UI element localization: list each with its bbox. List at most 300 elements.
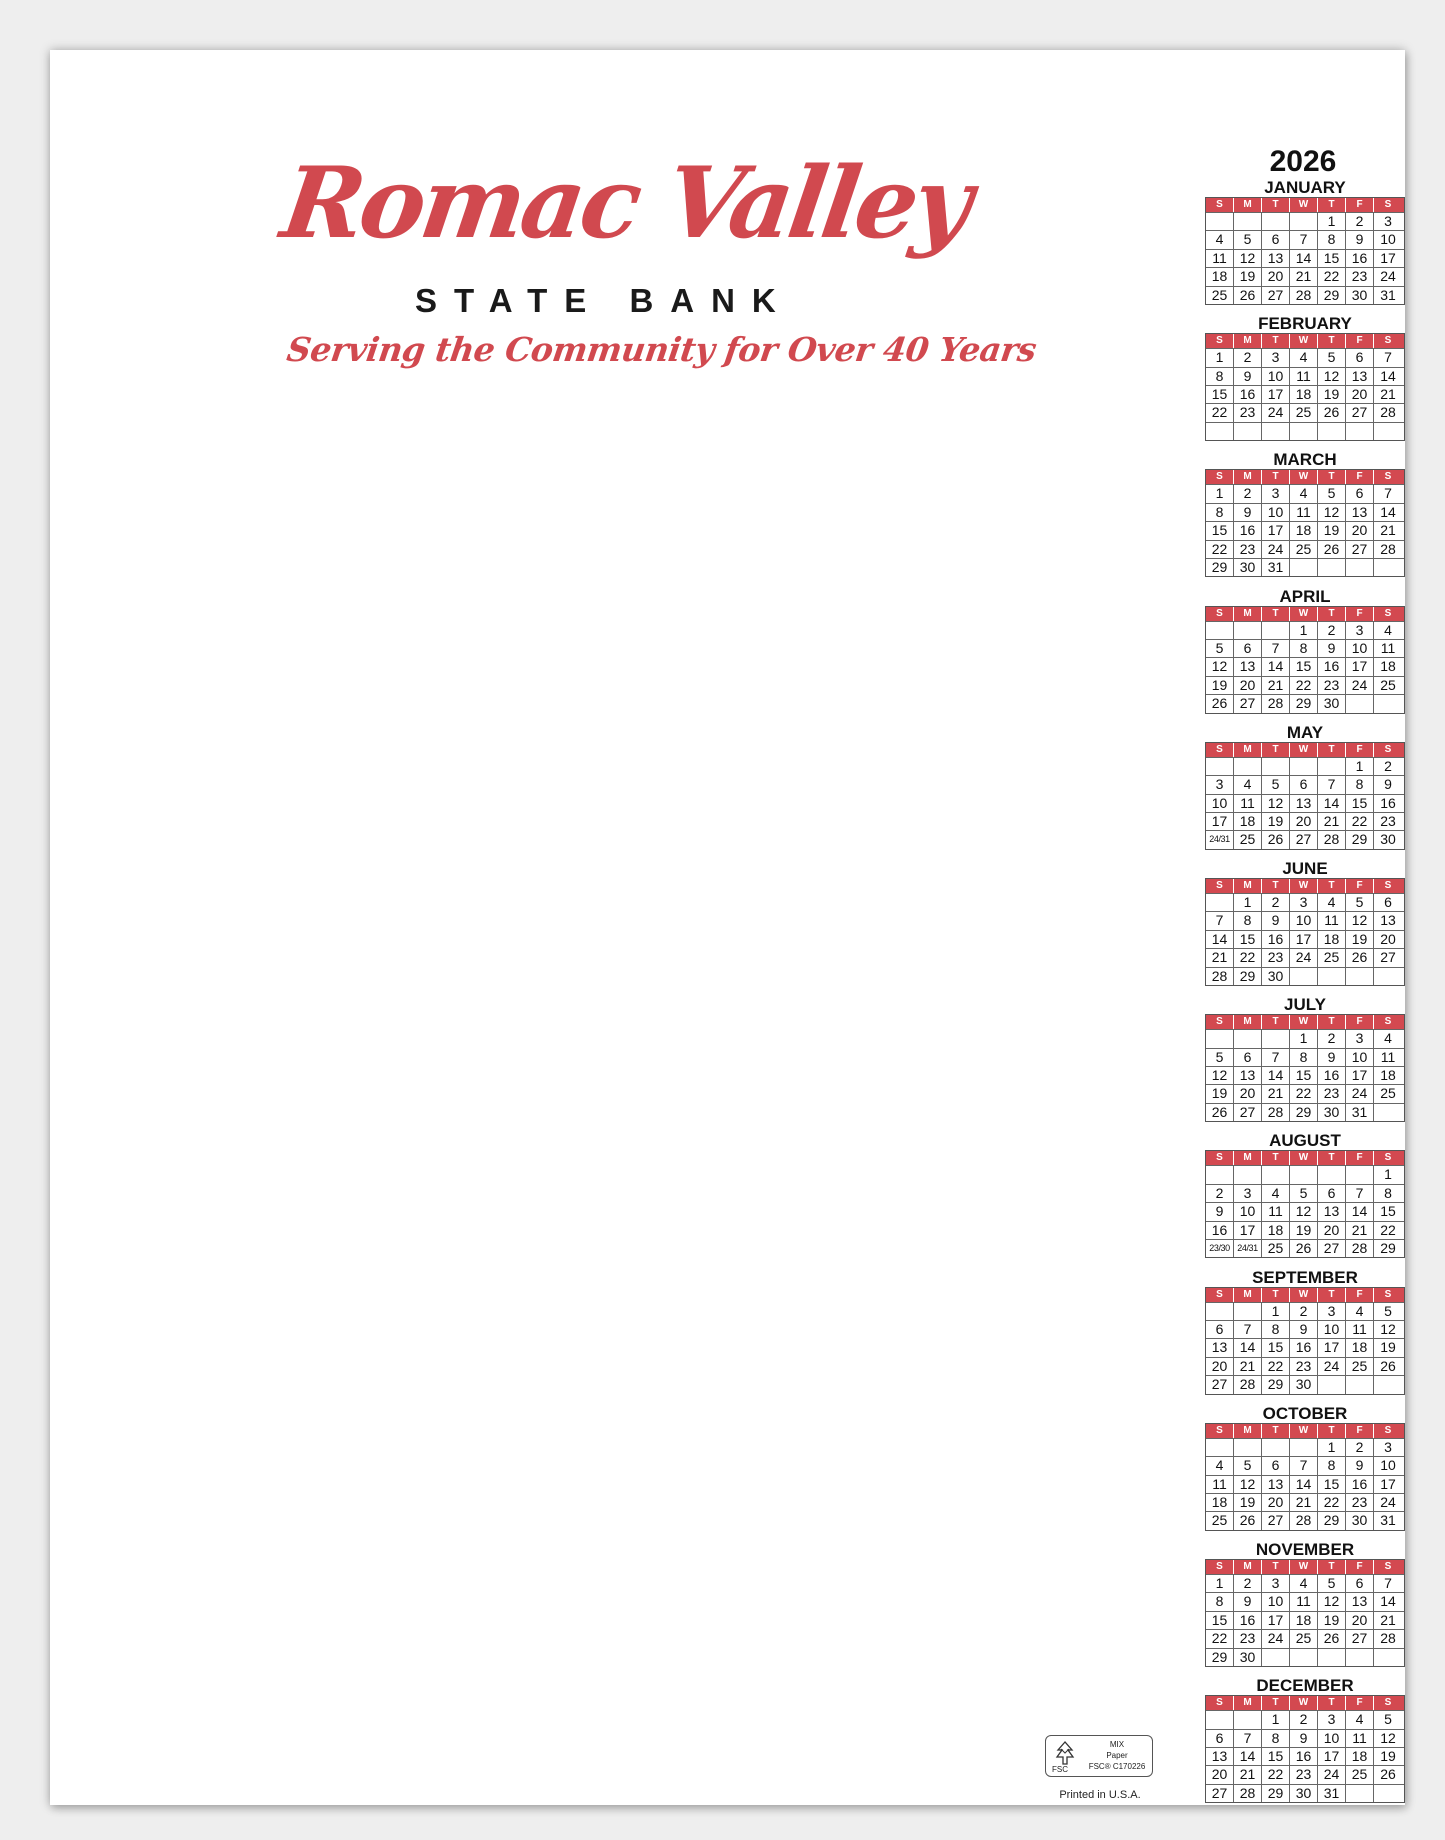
day-cell xyxy=(1262,1439,1290,1456)
day-cell: 23 xyxy=(1262,949,1290,966)
day-cell: 20 xyxy=(1206,1358,1234,1375)
weekday-label: T xyxy=(1318,1151,1346,1165)
day-cell: 16 xyxy=(1290,1748,1318,1765)
day-cell: 16 xyxy=(1206,1222,1234,1239)
weekday-label: W xyxy=(1290,1288,1318,1302)
day-cell xyxy=(1206,1166,1234,1183)
day-cell: 20 xyxy=(1206,1766,1234,1783)
week-row xyxy=(1206,1103,1404,1121)
day-cell: 20 xyxy=(1346,386,1374,403)
week-row xyxy=(1206,1475,1404,1493)
day-cell: 19 xyxy=(1206,677,1234,694)
day-cell: 30 xyxy=(1234,559,1262,576)
day-cell: 28 xyxy=(1234,1376,1262,1393)
day-cell: 15 xyxy=(1318,250,1346,267)
day-cell: 12 xyxy=(1380,1729,1396,1746)
day-cell: 8 xyxy=(1384,1184,1392,1201)
day-cell: 17 xyxy=(1318,1339,1346,1356)
week-row xyxy=(1206,694,1404,712)
day-cell: 6 xyxy=(1206,1321,1234,1338)
weekday-header xyxy=(1206,1015,1404,1029)
day-cell: 8 xyxy=(1234,912,1262,929)
month-name: MARCH xyxy=(1273,450,1337,470)
day-cell: 17 xyxy=(1380,1475,1396,1492)
day-cell: 23 xyxy=(1346,1494,1374,1511)
day-cell: 27 xyxy=(1262,1512,1290,1529)
day-cell: 15 xyxy=(1346,795,1374,812)
day-cell: 26 xyxy=(1380,1357,1396,1374)
day-cell xyxy=(1234,1166,1262,1183)
day-cell: 2 xyxy=(1384,757,1392,774)
weekday-label: M xyxy=(1234,1696,1262,1710)
week-row xyxy=(1206,676,1404,694)
day-cell: 7 xyxy=(1234,1730,1262,1747)
day-cell: 27 xyxy=(1380,949,1396,966)
week-row xyxy=(1206,1784,1404,1802)
fsc-mix: MIX xyxy=(1109,1740,1125,1749)
day-cell xyxy=(1262,213,1290,230)
day-cell: 8 xyxy=(1290,1049,1318,1066)
day-cell: 21 xyxy=(1234,1358,1262,1375)
day-cell: 16 xyxy=(1318,658,1346,675)
day-cell: 6 xyxy=(1262,1457,1290,1474)
day-cell: 24 xyxy=(1318,1766,1346,1783)
day-cell: 4 xyxy=(1346,1303,1374,1320)
day-cell: 8 xyxy=(1318,1457,1346,1474)
weekday-label: S xyxy=(1384,607,1392,619)
day-cell: 2 xyxy=(1234,485,1262,502)
day-cell: 11 xyxy=(1290,504,1318,521)
day-cell: 22 xyxy=(1234,949,1262,966)
week-row xyxy=(1206,1084,1404,1102)
day-cell: 30 xyxy=(1380,831,1396,848)
day-cell: 28 xyxy=(1380,540,1396,557)
day-cell xyxy=(1374,559,1402,576)
day-cell: 8 xyxy=(1290,640,1318,657)
day-cell: 7 xyxy=(1346,1185,1374,1202)
day-cell: 19 xyxy=(1262,813,1290,830)
day-cell: 18 xyxy=(1234,813,1262,830)
day-cell: 28 xyxy=(1290,1512,1318,1529)
day-cell: 21 xyxy=(1380,522,1396,539)
day-cell: 29 xyxy=(1346,831,1374,848)
day-cell: 8 xyxy=(1206,1593,1234,1610)
day-cell: 13 xyxy=(1346,368,1374,385)
day-cell: 11 xyxy=(1206,250,1234,267)
weekday-label: W xyxy=(1290,879,1318,893)
weekday-label: S xyxy=(1384,471,1392,483)
week-row xyxy=(1206,1357,1404,1375)
week-row xyxy=(1206,1493,1404,1511)
day-cell xyxy=(1346,968,1374,985)
day-cell xyxy=(1346,1785,1374,1802)
day-cell: 16 xyxy=(1346,1476,1374,1493)
day-cell: 3 xyxy=(1346,622,1374,639)
day-cell xyxy=(1318,758,1346,775)
day-cell: 2 xyxy=(1290,1711,1318,1728)
weekday-label: T xyxy=(1262,1560,1290,1574)
day-cell: 16 xyxy=(1346,250,1374,267)
day-cell: 19 xyxy=(1346,931,1374,948)
day-cell: 4 xyxy=(1234,776,1262,793)
day-cell xyxy=(1262,1649,1290,1666)
day-cell: 12 xyxy=(1380,1320,1396,1337)
day-cell xyxy=(1374,1649,1402,1666)
weekday-label: S xyxy=(1206,607,1234,621)
week-row xyxy=(1206,1221,1404,1239)
day-cell: 21 xyxy=(1262,677,1290,694)
day-cell: 24 xyxy=(1262,1630,1290,1647)
day-cell: 2 xyxy=(1290,1303,1318,1320)
weekday-header xyxy=(1206,1696,1404,1710)
month-april xyxy=(1205,587,1405,721)
day-cell: 8 xyxy=(1262,1321,1290,1338)
weekday-label: M xyxy=(1234,1015,1262,1029)
month-name: APRIL xyxy=(1279,586,1331,606)
day-cell: 2 xyxy=(1346,213,1374,230)
weekday-label: T xyxy=(1318,607,1346,621)
day-cell: 15 xyxy=(1206,522,1234,539)
day-cell: 13 xyxy=(1346,504,1374,521)
day-cell: 17 xyxy=(1262,522,1290,539)
day-cell: 23 xyxy=(1234,404,1262,421)
week-row xyxy=(1206,558,1404,576)
day-cell: 28 xyxy=(1318,831,1346,848)
week-row xyxy=(1206,830,1404,848)
day-cell: 13 xyxy=(1206,1748,1234,1765)
day-cell: 26 xyxy=(1206,1104,1234,1121)
day-cell: 7 xyxy=(1206,912,1234,929)
fsc-code: FSC® C170226 xyxy=(1088,1762,1146,1771)
day-cell: 12 xyxy=(1318,368,1346,385)
day-cell: 8 xyxy=(1206,504,1234,521)
day-cell xyxy=(1206,894,1234,911)
day-cell: 9 xyxy=(1346,231,1374,248)
day-cell: 18 xyxy=(1262,1222,1290,1239)
weekday-label: M xyxy=(1234,1424,1262,1438)
day-cell: 13 xyxy=(1290,795,1318,812)
weekday-label: T xyxy=(1262,1015,1290,1029)
day-cell xyxy=(1374,1785,1402,1802)
calendar-year: 2026 xyxy=(1269,145,1337,178)
weekday-label: S xyxy=(1384,1424,1392,1436)
fsc-text xyxy=(1082,1739,1152,1772)
day-cell: 14 xyxy=(1262,658,1290,675)
week-row xyxy=(1206,1202,1404,1220)
weekday-label: W xyxy=(1290,1424,1318,1438)
week-row xyxy=(1206,930,1404,948)
day-cell: 28 xyxy=(1262,695,1290,712)
logo-subtitle: STATE BANK xyxy=(415,282,793,319)
day-cell: 12 xyxy=(1290,1203,1318,1220)
weekday-label: F xyxy=(1346,1696,1374,1710)
day-cell: 17 xyxy=(1262,386,1290,403)
day-cell: 13 xyxy=(1262,250,1290,267)
weekday-label: T xyxy=(1318,1424,1346,1438)
day-cell xyxy=(1234,1303,1262,1320)
day-cell: 5 xyxy=(1262,776,1290,793)
day-cell: 21 xyxy=(1380,385,1396,402)
day-cell: 24/31 xyxy=(1206,831,1234,848)
day-cell: 15 xyxy=(1290,1067,1318,1084)
day-cell xyxy=(1234,758,1262,775)
day-cell: 23 xyxy=(1234,1630,1262,1647)
day-cell: 4 xyxy=(1290,485,1318,502)
day-cell: 20 xyxy=(1234,1085,1262,1102)
day-cell: 17 xyxy=(1262,1612,1290,1629)
weekday-label: F xyxy=(1346,879,1374,893)
month-name: JANUARY xyxy=(1264,178,1346,197)
day-cell: 9 xyxy=(1346,1457,1374,1474)
day-cell: 15 xyxy=(1206,1612,1234,1629)
day-cell: 6 xyxy=(1346,1575,1374,1592)
day-cell xyxy=(1206,1711,1234,1728)
day-cell: 25 xyxy=(1262,1240,1290,1257)
week-row xyxy=(1206,639,1404,657)
month-september xyxy=(1205,1268,1405,1402)
weekday-label: T xyxy=(1262,879,1290,893)
day-cell: 24 xyxy=(1380,1493,1396,1510)
weekday-label: S xyxy=(1206,1151,1234,1165)
fsc-paper: Paper xyxy=(1106,1751,1128,1760)
day-cell: 18 xyxy=(1290,386,1318,403)
month-grid xyxy=(1205,878,1405,986)
day-cell: 26 xyxy=(1318,404,1346,421)
day-cell: 2 xyxy=(1206,1185,1234,1202)
month-grid xyxy=(1205,1150,1405,1258)
day-cell xyxy=(1206,1439,1234,1456)
weekday-label: T xyxy=(1318,1015,1346,1029)
calendar-sheet xyxy=(50,50,1405,1805)
day-cell: 5 xyxy=(1346,894,1374,911)
day-cell: 5 xyxy=(1384,1711,1392,1728)
day-cell: 9 xyxy=(1234,1593,1262,1610)
day-cell: 1 xyxy=(1290,1030,1318,1047)
month-name: NOVEMBER xyxy=(1255,1540,1355,1559)
month-grid xyxy=(1205,333,1405,441)
day-cell: 10 xyxy=(1262,368,1290,385)
weekday-header xyxy=(1206,470,1404,484)
weekday-label: T xyxy=(1318,743,1346,757)
day-cell: 3 xyxy=(1262,485,1290,502)
day-cell: 26 xyxy=(1290,1240,1318,1257)
month-name: SEPTEMBER xyxy=(1252,1267,1358,1287)
day-cell: 10 xyxy=(1318,1321,1346,1338)
weekday-header xyxy=(1206,1560,1404,1574)
day-cell: 14 xyxy=(1318,795,1346,812)
day-cell: 23 xyxy=(1380,812,1396,829)
day-cell: 11 xyxy=(1262,1203,1290,1220)
day-cell: 10 xyxy=(1380,231,1396,248)
weekday-label: S xyxy=(1206,1696,1234,1710)
day-cell: 3 xyxy=(1262,1575,1290,1592)
day-cell: 27 xyxy=(1206,1376,1234,1393)
day-cell: 25 xyxy=(1206,1512,1234,1529)
month-name: JULY xyxy=(1284,995,1326,1015)
day-cell: 12 xyxy=(1318,1593,1346,1610)
day-cell: 11 xyxy=(1234,795,1262,812)
day-cell: 1 xyxy=(1346,758,1374,775)
week-row xyxy=(1206,422,1404,440)
day-cell xyxy=(1206,1030,1234,1047)
day-cell: 10 xyxy=(1234,1203,1262,1220)
day-cell: 15 xyxy=(1206,386,1234,403)
day-cell xyxy=(1234,1439,1262,1456)
day-cell: 9 xyxy=(1318,640,1346,657)
day-cell: 30 xyxy=(1346,1512,1374,1529)
weekday-label: M xyxy=(1234,1288,1262,1302)
day-cell: 16 xyxy=(1234,522,1262,539)
day-cell: 7 xyxy=(1234,1321,1262,1338)
day-cell: 26 xyxy=(1346,949,1374,966)
day-cell: 14 xyxy=(1380,367,1396,384)
day-cell: 3 xyxy=(1262,349,1290,366)
day-cell: 31 xyxy=(1318,1785,1346,1802)
day-cell: 17 xyxy=(1380,249,1396,266)
day-cell: 28 xyxy=(1234,1785,1262,1802)
day-cell: 6 xyxy=(1346,485,1374,502)
day-cell: 27 xyxy=(1234,1104,1262,1121)
weekday-label: T xyxy=(1262,1288,1290,1302)
weekday-header xyxy=(1206,1288,1404,1302)
day-cell: 26 xyxy=(1380,1766,1396,1783)
day-cell: 23/30 xyxy=(1206,1240,1234,1257)
day-cell: 4 xyxy=(1384,1030,1392,1047)
weekday-label: S xyxy=(1384,1561,1392,1572)
day-cell: 26 xyxy=(1262,831,1290,848)
day-cell: 25 xyxy=(1290,404,1318,421)
day-cell: 23 xyxy=(1234,541,1262,558)
weekday-label: T xyxy=(1318,334,1346,348)
week-row xyxy=(1206,1302,1404,1320)
month-july xyxy=(1205,995,1405,1129)
day-cell: 30 xyxy=(1262,968,1290,985)
day-cell xyxy=(1290,1649,1318,1666)
day-cell: 14 xyxy=(1380,503,1396,520)
month-grid xyxy=(1205,1287,1405,1395)
week-row xyxy=(1206,1184,1404,1202)
day-cell: 23 xyxy=(1318,677,1346,694)
weekday-label: S xyxy=(1384,1152,1392,1164)
day-cell: 21 xyxy=(1290,268,1318,285)
weekday-label: F xyxy=(1346,1015,1374,1029)
day-cell: 7 xyxy=(1262,1049,1290,1066)
day-cell: 2 xyxy=(1346,1439,1374,1456)
day-cell: 11 xyxy=(1380,639,1396,656)
day-cell: 9 xyxy=(1234,368,1262,385)
month-name: MAY xyxy=(1286,722,1324,742)
weekday-label: T xyxy=(1262,1696,1290,1710)
day-cell: 1 xyxy=(1262,1303,1290,1320)
day-cell: 19 xyxy=(1206,1085,1234,1102)
weekday-label: W xyxy=(1290,1696,1318,1710)
weekday-label: S xyxy=(1206,470,1234,484)
day-cell: 25 xyxy=(1346,1766,1374,1783)
weekday-label: M xyxy=(1234,334,1262,348)
day-cell: 18 xyxy=(1290,522,1318,539)
day-cell: 22 xyxy=(1262,1358,1290,1375)
day-cell xyxy=(1290,1166,1318,1183)
day-cell: 4 xyxy=(1290,1575,1318,1592)
day-cell: 6 xyxy=(1262,231,1290,248)
day-cell: 30 xyxy=(1318,695,1346,712)
month-december xyxy=(1205,1676,1405,1810)
weekday-label: F xyxy=(1346,1560,1374,1574)
month-grid xyxy=(1205,606,1405,714)
month-may xyxy=(1205,723,1405,857)
day-cell xyxy=(1374,1104,1402,1121)
day-cell: 23 xyxy=(1290,1766,1318,1783)
week-row xyxy=(1206,484,1404,502)
month-october xyxy=(1205,1404,1405,1538)
printed-in-usa: Printed in U.S.A. xyxy=(1059,1789,1141,1801)
day-cell: 3 xyxy=(1346,1030,1374,1047)
weekday-label: T xyxy=(1262,1151,1290,1165)
week-row xyxy=(1206,911,1404,929)
day-cell: 9 xyxy=(1290,1321,1318,1338)
day-cell: 21 xyxy=(1318,813,1346,830)
day-cell xyxy=(1206,622,1234,639)
day-cell: 24 xyxy=(1262,404,1290,421)
day-cell xyxy=(1374,423,1402,440)
month-january xyxy=(1205,178,1405,312)
day-cell: 22 xyxy=(1318,268,1346,285)
weekday-label: T xyxy=(1318,1560,1346,1574)
day-cell: 9 xyxy=(1384,776,1392,793)
day-cell xyxy=(1318,1166,1346,1183)
day-cell: 3 xyxy=(1206,776,1234,793)
day-cell: 12 xyxy=(1262,795,1290,812)
weekday-label: S xyxy=(1206,1288,1234,1302)
day-cell: 15 xyxy=(1234,931,1262,948)
weekday-label: M xyxy=(1234,743,1262,757)
month-grid xyxy=(1205,1423,1405,1531)
day-cell: 14 xyxy=(1346,1203,1374,1220)
day-cell: 16 xyxy=(1290,1339,1318,1356)
weekday-label: W xyxy=(1290,198,1318,212)
day-cell: 28 xyxy=(1290,287,1318,304)
week-row xyxy=(1206,1611,1404,1629)
day-cell: 4 xyxy=(1290,349,1318,366)
day-cell: 7 xyxy=(1290,231,1318,248)
day-cell xyxy=(1346,559,1374,576)
day-cell: 24 xyxy=(1290,949,1318,966)
week-row xyxy=(1206,540,1404,558)
day-cell: 29 xyxy=(1206,1649,1234,1666)
day-cell: 11 xyxy=(1380,1048,1396,1065)
weekday-label: F xyxy=(1346,1288,1374,1302)
weekday-label: S xyxy=(1206,1560,1234,1574)
day-cell: 1 xyxy=(1384,1166,1392,1183)
day-cell: 4 xyxy=(1262,1185,1290,1202)
week-row xyxy=(1206,1710,1404,1728)
day-cell: 27 xyxy=(1206,1785,1234,1802)
day-cell: 26 xyxy=(1234,1512,1262,1529)
day-cell: 6 xyxy=(1206,1730,1234,1747)
month-name: FEBRUARY xyxy=(1258,314,1352,334)
day-cell: 6 xyxy=(1318,1185,1346,1202)
day-cell: 18 xyxy=(1318,931,1346,948)
month-grid xyxy=(1205,197,1405,305)
day-cell: 29 xyxy=(1318,1512,1346,1529)
day-cell: 30 xyxy=(1346,287,1374,304)
day-cell: 11 xyxy=(1346,1730,1374,1747)
weekday-label: S xyxy=(1384,1016,1392,1028)
day-cell: 12 xyxy=(1234,250,1262,267)
day-cell: 16 xyxy=(1318,1067,1346,1084)
day-cell: 20 xyxy=(1346,1612,1374,1629)
day-cell: 19 xyxy=(1318,1612,1346,1629)
